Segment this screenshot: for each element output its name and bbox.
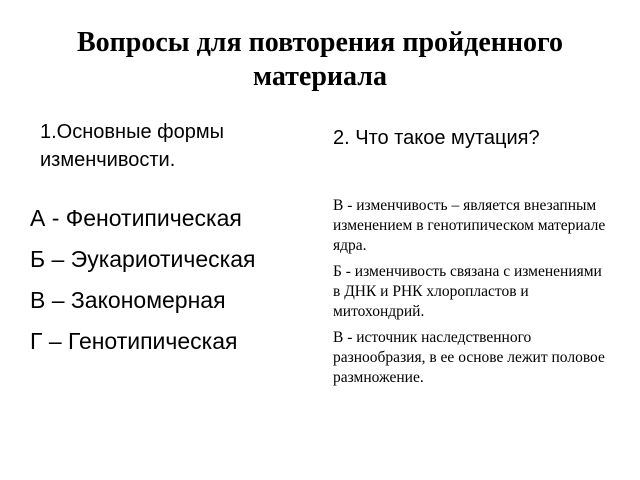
option-a: А - Фенотипическая <box>30 205 242 231</box>
option-c: В – Закономерная <box>30 287 226 313</box>
mutation-statement-1: В - изменчивость – является внезапным изменением в генотипическом материале ядра. <box>333 197 606 254</box>
slide-title: Вопросы для повторения пройденного материала <box>76 27 564 92</box>
option-d: Г – Генотипическая <box>30 328 238 354</box>
variability-options-list <box>30 205 320 369</box>
question-2: 2. Что такое мутация? <box>333 127 540 149</box>
mutation-statements-list <box>333 196 613 394</box>
question-1: 1.Основные формы изменчивости. <box>40 121 224 171</box>
option-b: Б – Эукариотическая <box>30 246 256 272</box>
mutation-statement-2: Б - изменчивость связана с изменениями в ДНК и РНК хлоропластов и митохондрий. <box>333 263 602 320</box>
mutation-statement-3: В - источник наследственного разнообразия, в ее основе лежит половое размножение. <box>333 329 605 386</box>
